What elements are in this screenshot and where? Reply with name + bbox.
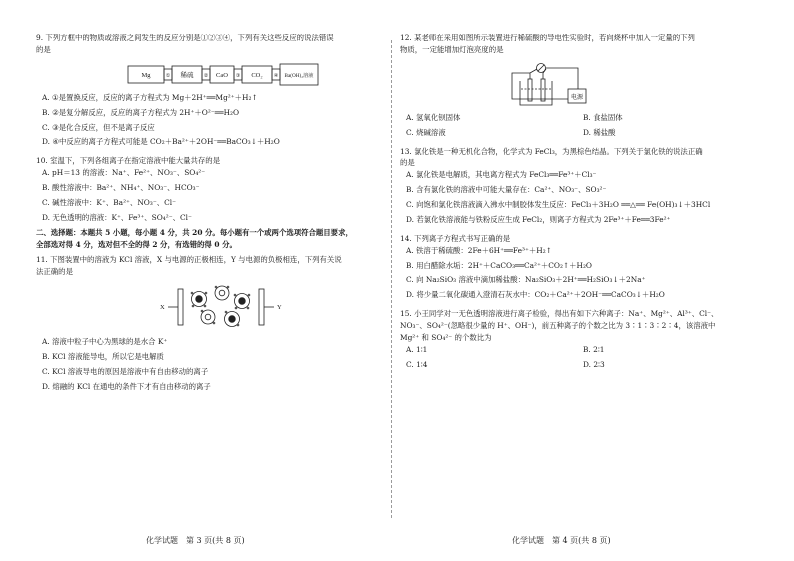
section-2-heading (36, 229, 381, 250)
marker-2: ② (203, 73, 209, 79)
q13-stem-continued: 的是 (400, 158, 415, 168)
q12-options-row-1 (406, 114, 760, 123)
column-divider (391, 40, 392, 518)
question-15 (400, 310, 760, 369)
q15-option-a[interactable]: A. 1∶1 (406, 344, 428, 354)
beaker-icon (520, 81, 552, 105)
q11-option-d[interactable]: D. 熔融的 KCl 在通电的条件下才有自由移动的离子 (42, 381, 211, 391)
question-10 (36, 157, 381, 222)
section-2-line-1: 二、选择题：本题共 5 小题，每小题 4 分，共 20 分。每小题有一个或两个选项符合题目要求， (36, 227, 353, 237)
q15-option-b[interactable]: B. 2∶1 (583, 344, 605, 354)
right-column (400, 34, 760, 524)
q15-option-d[interactable]: D. 2∶3 (583, 359, 605, 369)
question-12 (400, 34, 760, 138)
q14-option-a[interactable]: A. 铁溶于稀硫酸：2Fe＋6H⁺══Fe³⁺＋H₂↑ (406, 245, 552, 255)
q15-stem: 15. 小王同学对一无色透明溶液进行离子检验，得出有如下六种离子：Na⁺、Mg²⁺、Al³⁺、Cl⁻、 (400, 309, 719, 319)
q11-electrolysis-ion-diagram (36, 281, 381, 333)
question-11 (36, 256, 381, 391)
q12-options-row-2 (406, 129, 760, 138)
electrode-y (259, 289, 264, 325)
q12-option-c[interactable]: C. 烧碱溶液 (406, 127, 446, 137)
q14-option-d[interactable]: D. 将少量二氧化碳通入澄清石灰水中：CO₂＋Ca²⁺＋2OH⁻══CaCO₃↓＋H₂O (406, 290, 665, 300)
q12-option-d[interactable]: D. 稀盐酸 (583, 127, 616, 137)
q12-option-a[interactable]: A. 氢氧化钡固体 (406, 112, 461, 122)
footer-page-3: 化学试题 第 3 页(共 8 页) (146, 536, 245, 545)
q9-option-b[interactable]: B. ②是复分解反应，反应的离子方程式为 2H⁺＋O²⁻══H₂O (42, 107, 240, 117)
q11-option-c[interactable]: C. KCl 溶液导电的原因是溶液中有自由移动的离子 (42, 366, 209, 376)
q9-option-a[interactable]: A. ①是置换反应，反应的离子方程式为 Mg＋2H⁺══Mg²⁺＋H₂↑ (42, 92, 258, 102)
box-acid-label: 稀硫 (180, 71, 194, 79)
q15-options-row-1 (406, 346, 760, 355)
label-x: X (160, 304, 165, 312)
q13-stem: 13. 氯化铁是一种无机化合物，化学式为 FeCl₃，为黑棕色结晶。下列关于氯化铁的说法正确 (400, 146, 703, 156)
label-y: Y (277, 304, 282, 312)
box-cao-label: CaO (216, 71, 228, 79)
q13-option-c[interactable]: C. 向饱和氯化铁溶液滴入沸水中制胶体发生反应：FeCl₃＋3H₂O ══△══ Fe(OH)₃↓＋3HCl (406, 200, 711, 209)
marker-4: ④ (273, 73, 279, 79)
q13-option-b[interactable]: B. 含有氯化铁的溶液中可能大量存在：Ca²⁺、NO₃⁻、SO₃²⁻ (406, 185, 607, 195)
q10-option-a[interactable]: A. pH＝13 的溶液：Na⁺、Fe²⁺、NO₃⁻、SO₄²⁻ (42, 168, 206, 178)
q14-stem: 14. 下列离子方程式书写正确的是 (400, 233, 511, 243)
electrode-x (178, 289, 183, 325)
q9-option-d[interactable]: D. ④中反应的离子方程式可能是 CO₂＋Ba²⁺＋2OH⁻══BaCO₃↓＋H₂O (42, 137, 280, 147)
question-9 (36, 34, 381, 147)
q11-option-b[interactable]: B. KCl 溶液能导电，所以它是电解质 (42, 352, 164, 361)
q15-option-c[interactable]: C. 1∶4 (406, 359, 428, 369)
marker-3: ③ (235, 73, 241, 79)
q15-options-row-2 (406, 361, 760, 370)
section-2-line-2: 全部选对得 4 分，选对但不全的得 2 分，有选错的得 0 分。 (36, 239, 237, 249)
q12-stem-continued: 物质，一定能增加灯泡亮度的是 (400, 44, 504, 54)
footer-page-4: 化学试题 第 4 页(共 8 页) (512, 536, 611, 545)
q13-option-a[interactable]: A. 氯化铁是电解质，其电离方程式为 FeCl₃══Fe³⁺＋Cl₃⁻ (406, 170, 597, 180)
q14-option-b[interactable]: B. 用白醋除水垢：2H⁺＋CaCO₃══Ca²⁺＋CO₂↑＋H₂O (406, 260, 592, 270)
q12-conductivity-apparatus-diagram (400, 59, 760, 109)
left-column (36, 34, 381, 524)
power-supply-label: 电源 (570, 94, 584, 101)
box-mg-label: Mg (141, 71, 151, 79)
box-co2-label: CO₂ (251, 71, 263, 79)
q9-reaction-chain-diagram (36, 59, 381, 89)
q11-option-a[interactable]: A. 溶液中粒子中心为黑球的是水合 K⁺ (42, 337, 168, 347)
marker-1: ① (165, 73, 171, 79)
box-baoh2-label: Ba(OH)₂溶液 (284, 72, 314, 79)
question-14 (400, 235, 760, 300)
q11-stem-continued: 法正确的是 (36, 267, 73, 277)
question-13 (400, 148, 760, 225)
q10-option-d[interactable]: D. 无色透明的溶液：K⁺、Fe³⁺、SO₄²⁻、Cl⁻ (42, 212, 192, 222)
q10-stem: 10. 室温下，下列各组离子在指定溶液中能大量共存的是 (36, 156, 221, 166)
q9-stem-continued: 的是 (36, 44, 51, 54)
q15-stem-last: Mg²⁺ 和 SO₄²⁻ 的个数比为 (400, 332, 492, 342)
q10-option-b[interactable]: B. 酸性溶液中：Ba²⁺、NH₄⁺、NO₃⁻、HCO₃⁻ (42, 183, 200, 192)
q12-option-b[interactable]: B. 食盐固体 (583, 112, 623, 122)
q12-stem: 12. 某老师在采用如图所示装置进行稀硫酸的导电性实验时，若向烧杯中加入一定量的下列 (400, 34, 695, 42)
q9-option-c[interactable]: C. ③是化合反应，但不是离子反应 (42, 122, 155, 132)
q10-option-c[interactable]: C. 碱性溶液中：K⁺、Ba²⁺、NO₃⁻、Cl⁻ (42, 197, 177, 207)
q13-option-d[interactable]: D. 若氯化铁溶液能与铁粉反应生成 FeCl₂，则离子方程式为 2Fe³⁺＋Fe══3Fe²⁺ (406, 214, 671, 224)
q14-option-c[interactable]: C. 向 Na₂SiO₃ 溶液中滴加稀盐酸：Na₂SiO₃＋2H⁺══H₂SiO₃↓＋2Na⁺ (406, 275, 646, 285)
q15-stem-continued: NO₃⁻、SO₄²⁻(忽略很少量的 H⁺、OH⁻)，前五种离子的个数之比为 3∶1∶3∶2∶4，该溶液中 (400, 321, 716, 330)
q9-stem: 9. 下列方框中的物质或溶液之间发生的反应分别是①②③④，下列有关这些反应的说法错误 (36, 34, 334, 42)
q11-stem: 11. 下图装置中的溶液为 KCl 溶液，X 与电源的正极相连，Y 与电源的负极相连，下列有关说 (36, 255, 342, 265)
